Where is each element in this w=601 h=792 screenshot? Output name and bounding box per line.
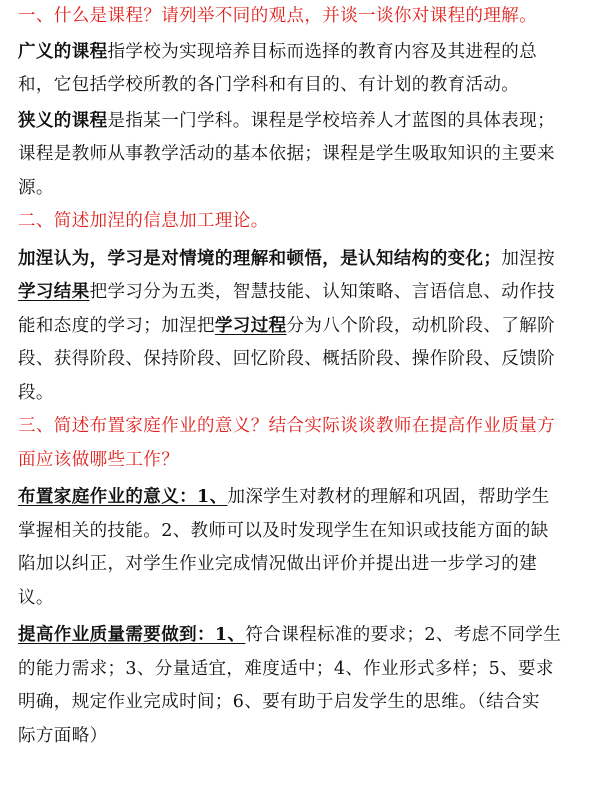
gagne-line-1 bbox=[18, 243, 589, 277]
homework-meaning-line-3: 陷加以纠正，对学生作业完成情况做出评价并提出进一步学习的建 bbox=[18, 554, 538, 574]
improve-quality-line-2: 的能力需求；3、分量适宜，难度适中；4、作业形式多样；5、要求 bbox=[18, 658, 554, 679]
improve-quality-text: 符合课程标准的要求；2、考虑不同学生 bbox=[245, 625, 562, 645]
gagne-line-5: 段。 bbox=[18, 382, 54, 403]
homework-meaning-text: 加深学生对教材的理解和巩固，帮助学生 bbox=[227, 487, 550, 507]
gagne-line-1-rest: 加涅按 bbox=[501, 248, 556, 269]
gagne-line-2 bbox=[18, 276, 589, 310]
narrow-definition-text: 是指某一门学科。课程是学校培养人才蓝图的具体表现； bbox=[107, 110, 555, 131]
improve-quality-line-4: 际方面略） bbox=[18, 725, 108, 746]
narrow-definition-line-3: 源。 bbox=[18, 177, 54, 198]
improve-quality-term: 提高作业质量需要做到：1、 bbox=[18, 625, 246, 645]
broad-definition-line-1 bbox=[18, 36, 589, 70]
improve-quality-line-1 bbox=[18, 619, 589, 653]
narrow-curriculum-term: 狭义的课程 bbox=[18, 110, 108, 131]
learning-process-term: 学习过程 bbox=[214, 315, 287, 336]
broad-curriculum-term: 广义的课程 bbox=[18, 41, 108, 62]
gagne-line-3-start: 能和态度的学习；加涅把 bbox=[18, 315, 215, 336]
question-2-heading: 二、简述加涅的信息加工理论。 bbox=[18, 211, 269, 231]
gagne-line-4: 段、获得阶段、保持阶段、回忆阶段、概括阶段、操作阶段、反馈阶 bbox=[18, 349, 555, 369]
question-3-heading-line-2: 面应该做哪些工作？ bbox=[18, 449, 180, 470]
improve-quality-line-3: 明确，规定作业完成时间；6、要有助于启发学生的思维。（结合实 bbox=[18, 692, 540, 712]
narrow-definition-line-2: 课程是教师从事教学活动的基本依据；课程是学生吸取知识的主要来 bbox=[18, 144, 555, 164]
homework-meaning-line-2: 掌握相关的技能。2、教师可以及时发现学生在知识或技能方面的缺 bbox=[18, 520, 549, 541]
question-1-heading: 一、什么是课程？请列举不同的观点，并谈一谈你对课程的理解。 bbox=[18, 6, 538, 26]
gagne-key-statement: 加涅认为，学习是对情境的理解和顿悟，是认知结构的变化； bbox=[18, 248, 502, 269]
broad-definition-line-2: 和，它包括学校所教的各门学科和有目的、有计划的教育活动。 bbox=[18, 75, 520, 95]
learning-outcome-term: 学习结果 bbox=[18, 282, 90, 302]
gagne-line-2-rest: 把学习分为五类，智慧技能、认知策略、言语信息、动作技 bbox=[89, 282, 556, 302]
question-3-heading-line-1: 三、简述布置家庭作业的意义？结合实际谈谈教师在提高作业质量方 bbox=[18, 416, 555, 436]
gagne-line-3 bbox=[18, 310, 589, 344]
homework-meaning-line-4: 议。 bbox=[18, 587, 54, 608]
broad-definition-text: 指学校为实现培养目标而选择的教育内容及其进程的总 bbox=[107, 41, 538, 62]
homework-meaning-line-1 bbox=[18, 481, 589, 515]
narrow-definition-line-1 bbox=[18, 105, 589, 139]
homework-meaning-term: 布置家庭作业的意义：1、 bbox=[18, 487, 228, 507]
gagne-line-3-rest: 分为八个阶段，动机阶段、了解阶 bbox=[286, 315, 556, 336]
